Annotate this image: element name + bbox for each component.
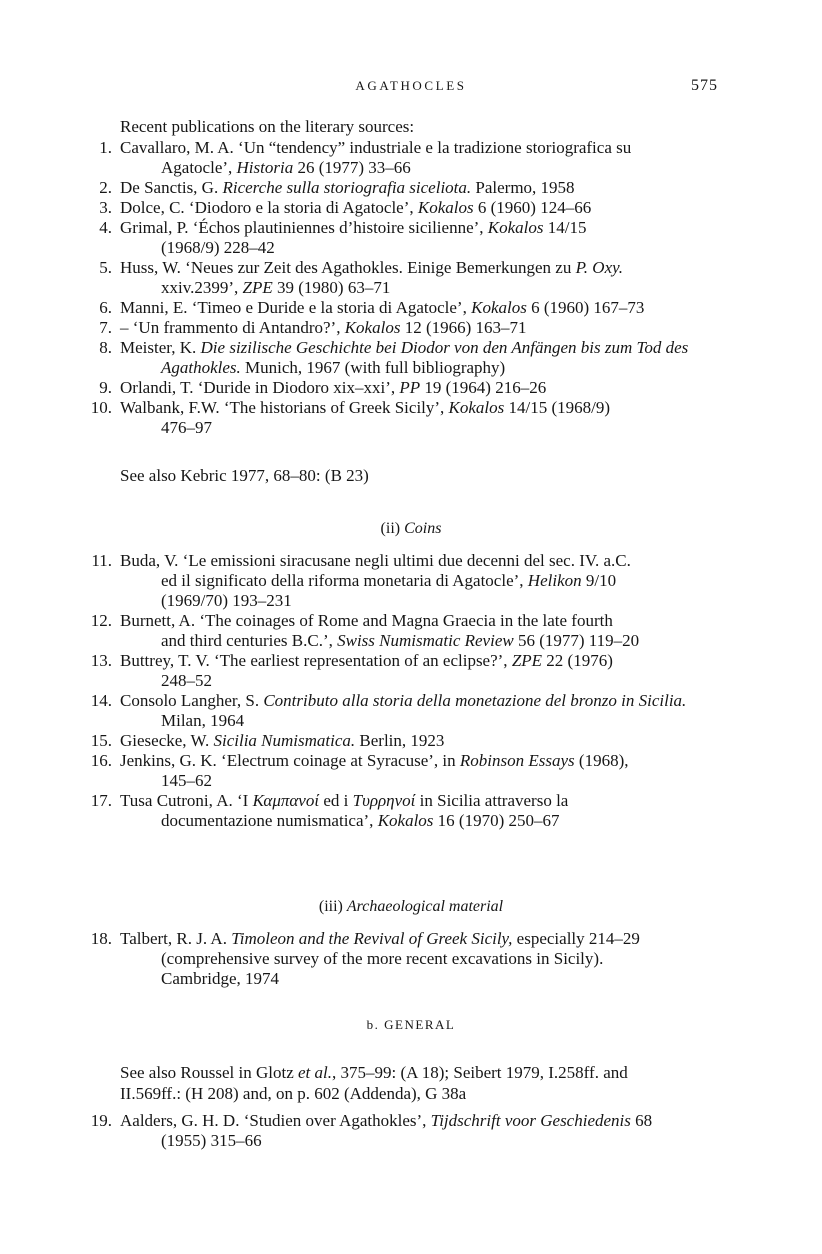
- bibliography-entry-line: [120, 611, 613, 631]
- bibliography-entry-line: [120, 551, 631, 571]
- entry-text: Meister, K.: [120, 338, 201, 357]
- entry-number: 4.: [99, 218, 112, 237]
- page-number: 575: [691, 77, 718, 94]
- bibliography-entry-line: [120, 258, 623, 278]
- entry-italic: Agathokles.: [161, 358, 241, 377]
- entry-text: Grimal, P. ‘Échos plautiniennes d’histoire sicilienne’,: [120, 218, 488, 237]
- bibliography-entry-line: [161, 158, 411, 178]
- bibliography-entry-line: [161, 671, 212, 691]
- entry-number: 7.: [99, 318, 112, 337]
- entry-text: in Sicilia attraverso la: [415, 791, 569, 810]
- entry-text: ed il significato della riforma monetaria di Agatocle’,: [161, 571, 528, 590]
- section-heading-archaeological: [0, 897, 822, 917]
- bibliography-entry-line: [161, 358, 505, 378]
- entry-text: Consolo Langher, S.: [120, 691, 264, 710]
- entry-italic: Robinson Essays: [459, 751, 575, 770]
- entry-text: documentazione numismatica’,: [161, 811, 378, 830]
- section-number: (ii): [380, 520, 401, 537]
- bibliography-entry-line: [120, 929, 640, 949]
- entry-text: xxiv.2399’,: [161, 278, 243, 297]
- entry-italic: ZPE: [242, 278, 273, 297]
- see-also-italic: et al.: [298, 1063, 333, 1082]
- entry-number: 8.: [99, 338, 112, 357]
- bibliography-entry-line: [120, 338, 688, 358]
- entry-text: Palermo, 1958: [471, 178, 575, 197]
- bibliography-entry-line: [161, 811, 560, 831]
- entry-italic: Sicilia Numismatica.: [213, 731, 356, 750]
- bibliography-entry-line: [120, 751, 628, 771]
- entry-italic: Ricerche sulla storiografia siceliota.: [222, 178, 472, 197]
- entry-text: Munich, 1967 (with full bibliography): [240, 358, 506, 377]
- entry-text: Manni, E. ‘Timeo e Duride e la storia di Agatocle’,: [120, 298, 472, 317]
- entry-text: Tusa Cutroni, A. ‘I: [120, 791, 253, 810]
- section-label: Archaeological material: [346, 898, 504, 915]
- entry-text: 9/10: [581, 571, 617, 590]
- bibliography-entry-line: [161, 278, 390, 298]
- entry-text: 476–97: [161, 418, 212, 437]
- section-label: Coins: [404, 520, 442, 537]
- section-number: (iii): [318, 898, 343, 915]
- entry-text: Orlandi, T. ‘Duride in Diodoro xix–xxi’,: [120, 378, 400, 397]
- entry-text: Burnett, A. ‘The coinages of Rome and Magna Graecia in the late fourth: [120, 611, 613, 630]
- entry-text: (1968/9) 228–42: [161, 238, 275, 257]
- entry-text: 248–52: [161, 671, 212, 690]
- entry-italic: Swiss Numismatic Review: [337, 631, 514, 650]
- bibliography-entry-line: [120, 198, 591, 218]
- see-also-kebric: See also Kebric 1977, 68–80: (B 23): [120, 466, 369, 485]
- see-also-line: [120, 1084, 466, 1104]
- entry-number: 2.: [99, 178, 112, 197]
- bibliography-entry-line: [120, 651, 613, 671]
- entry-italic: Kokalos: [487, 218, 544, 237]
- entry-text: Buttrey, T. V. ‘The earliest representation of an eclipse?’,: [120, 651, 512, 670]
- entry-number: 5.: [99, 258, 112, 277]
- entry-text: and third centuries B.C.’,: [161, 631, 338, 650]
- bibliography-entry-line: [120, 318, 527, 338]
- entry-italic: Kokalos: [448, 398, 505, 417]
- entry-text: Huss, W. ‘Neues zur Zeit des Agathokles. Einige Bemerkungen zu: [120, 258, 576, 277]
- entry-text: 14/15 (1968/9): [504, 398, 611, 417]
- entry-text: Milan, 1964: [161, 711, 245, 730]
- see-also-line: [120, 1063, 628, 1083]
- entry-number: 3.: [99, 198, 112, 217]
- bibliography-entry-line: [161, 1131, 262, 1151]
- entry-text: 68: [630, 1111, 653, 1130]
- entry-text: (1955) 315–66: [161, 1131, 262, 1150]
- entry-text: 14/15: [543, 218, 587, 237]
- entry-italic: P. Oxy.: [575, 258, 623, 277]
- entry-text: Aalders, G. H. D. ‘Studien over Agathokles’,: [120, 1111, 431, 1130]
- entry-italic: Historia: [236, 158, 294, 177]
- entry-number: 9.: [99, 378, 112, 397]
- entry-text: Agatocle’,: [161, 158, 237, 177]
- bibliography-entry-line: [120, 1111, 652, 1131]
- entry-italic: Kokalos: [417, 198, 474, 217]
- entry-number: 14.: [90, 691, 112, 710]
- running-title: AGATHOCLES: [355, 78, 467, 93]
- entry-text: De Sanctis, G.: [120, 178, 223, 197]
- entry-number: 6.: [99, 298, 112, 317]
- entry-text: 39 (1980) 63–71: [272, 278, 391, 297]
- entry-italic: Contributo alla storia della monetazione del bronzo in Sicilia.: [263, 691, 687, 710]
- entry-number: 16.: [90, 751, 112, 770]
- entry-number: 15.: [90, 731, 112, 750]
- entry-number: 11.: [91, 551, 112, 570]
- bibliography-entry-line: [161, 631, 639, 651]
- see-also-text: , 375–99: (A 18); Seibert 1979, I.258ff. and: [332, 1063, 628, 1082]
- entry-text: Jenkins, G. K. ‘Electrum coinage at Syracuse’, in: [120, 751, 460, 770]
- entry-text: (comprehensive survey of the more recent excavations in Sicily).: [161, 949, 604, 968]
- bibliography-entry-line: [161, 591, 292, 611]
- entry-italic: Timoleon and the Revival of Greek Sicily,: [231, 929, 513, 948]
- entry-italic: Die sizilische Geschichte bei Diodor von den Anfängen bis zum Tod des: [200, 338, 689, 357]
- entry-text: 56 (1977) 119–20: [513, 631, 640, 650]
- entry-text: 19 (1964) 216–26: [420, 378, 547, 397]
- bibliography-entry-line: [120, 298, 644, 318]
- entry-number: 19.: [90, 1111, 112, 1130]
- entry-text: Berlin, 1923: [355, 731, 445, 750]
- bibliography-entry-line: [161, 238, 275, 258]
- see-also-text: II.569ff.: (H 208) and, on p. 602 (Addenda), G 38a: [120, 1084, 467, 1103]
- bibliography-entry-line: [120, 691, 686, 711]
- entry-text: (1969/70) 193–231: [161, 591, 292, 610]
- entry-number: 13.: [90, 651, 112, 670]
- entry-text: Talbert, R. J. A.: [120, 929, 232, 948]
- entry-text: – ‘Un frammento di Antandro?’,: [120, 318, 345, 337]
- bibliography-entry-line: [120, 398, 610, 418]
- bibliography-entry-line: [161, 418, 212, 438]
- bibliography-entry-line: [120, 791, 568, 811]
- entry-text: Walbank, F.W. ‘The historians of Greek Sicily’,: [120, 398, 449, 417]
- entry-text: 26 (1977) 33–66: [293, 158, 411, 177]
- entry-text: 145–62: [161, 771, 212, 790]
- entry-text: 22 (1976): [542, 651, 613, 670]
- section-heading-coins: [0, 519, 822, 539]
- entry-number: 10.: [90, 398, 112, 417]
- entry-text: 16 (1970) 250–67: [433, 811, 560, 830]
- bibliography-entry-line: [120, 378, 546, 398]
- entry-italic: Helikon: [527, 571, 582, 590]
- entry-text: 6 (1960) 167–73: [526, 298, 645, 317]
- entry-text: Dolce, C. ‘Diodoro e la storia di Agatocle’,: [120, 198, 418, 217]
- bibliography-entry-line: [161, 949, 603, 969]
- entry-italic: Kokalos: [377, 811, 434, 830]
- intro-text: Recent publications on the literary sources:: [120, 117, 415, 136]
- entry-italic: PP: [399, 378, 421, 397]
- running-head: [0, 78, 822, 98]
- entry-italic: Καμπανοί: [252, 791, 320, 810]
- entry-italic: Kokalos: [344, 318, 401, 337]
- entry-number: 18.: [90, 929, 112, 948]
- entry-text: Cambridge, 1974: [161, 969, 280, 988]
- bibliography-entry-line: [161, 969, 279, 989]
- entry-number: 1.: [99, 138, 112, 157]
- entry-italic: Kokalos: [471, 298, 527, 317]
- bibliography-entry-line: [120, 218, 587, 238]
- bibliography-entry-line: [161, 711, 244, 731]
- entry-text: Giesecke, W.: [120, 731, 214, 750]
- entry-text: 6 (1960) 124–66: [473, 198, 592, 217]
- see-also-text: See also Roussel in Glotz: [120, 1063, 299, 1082]
- entry-text: Buda, V. ‘Le emissioni siracusane negli ultimi due decenni del sec. IV. a.C.: [120, 551, 631, 570]
- entry-text: (1968),: [574, 751, 629, 770]
- entry-number: 12.: [90, 611, 112, 630]
- bibliography-entry-line: [120, 178, 575, 198]
- entry-text: ed i: [319, 791, 353, 810]
- entry-text: 12 (1966) 163–71: [400, 318, 527, 337]
- entry-text: especially 214–29: [512, 929, 640, 948]
- entry-italic: Τυρρηνοί: [352, 791, 416, 810]
- bibliography-entry-line: [120, 138, 631, 158]
- bibliography-entry-line: [161, 771, 212, 791]
- entry-italic: ZPE: [511, 651, 543, 670]
- section-heading-general: b. GENERAL: [366, 1017, 456, 1032]
- entry-number: 17.: [90, 791, 112, 810]
- bibliography-entry-line: [120, 731, 444, 751]
- entry-italic: Tijdschrift voor Geschiedenis: [430, 1111, 631, 1130]
- entry-text: Cavallaro, M. A. ‘Un “tendency” industriale e la tradizione storiografica su: [120, 138, 632, 157]
- bibliography-entry-line: [161, 571, 616, 591]
